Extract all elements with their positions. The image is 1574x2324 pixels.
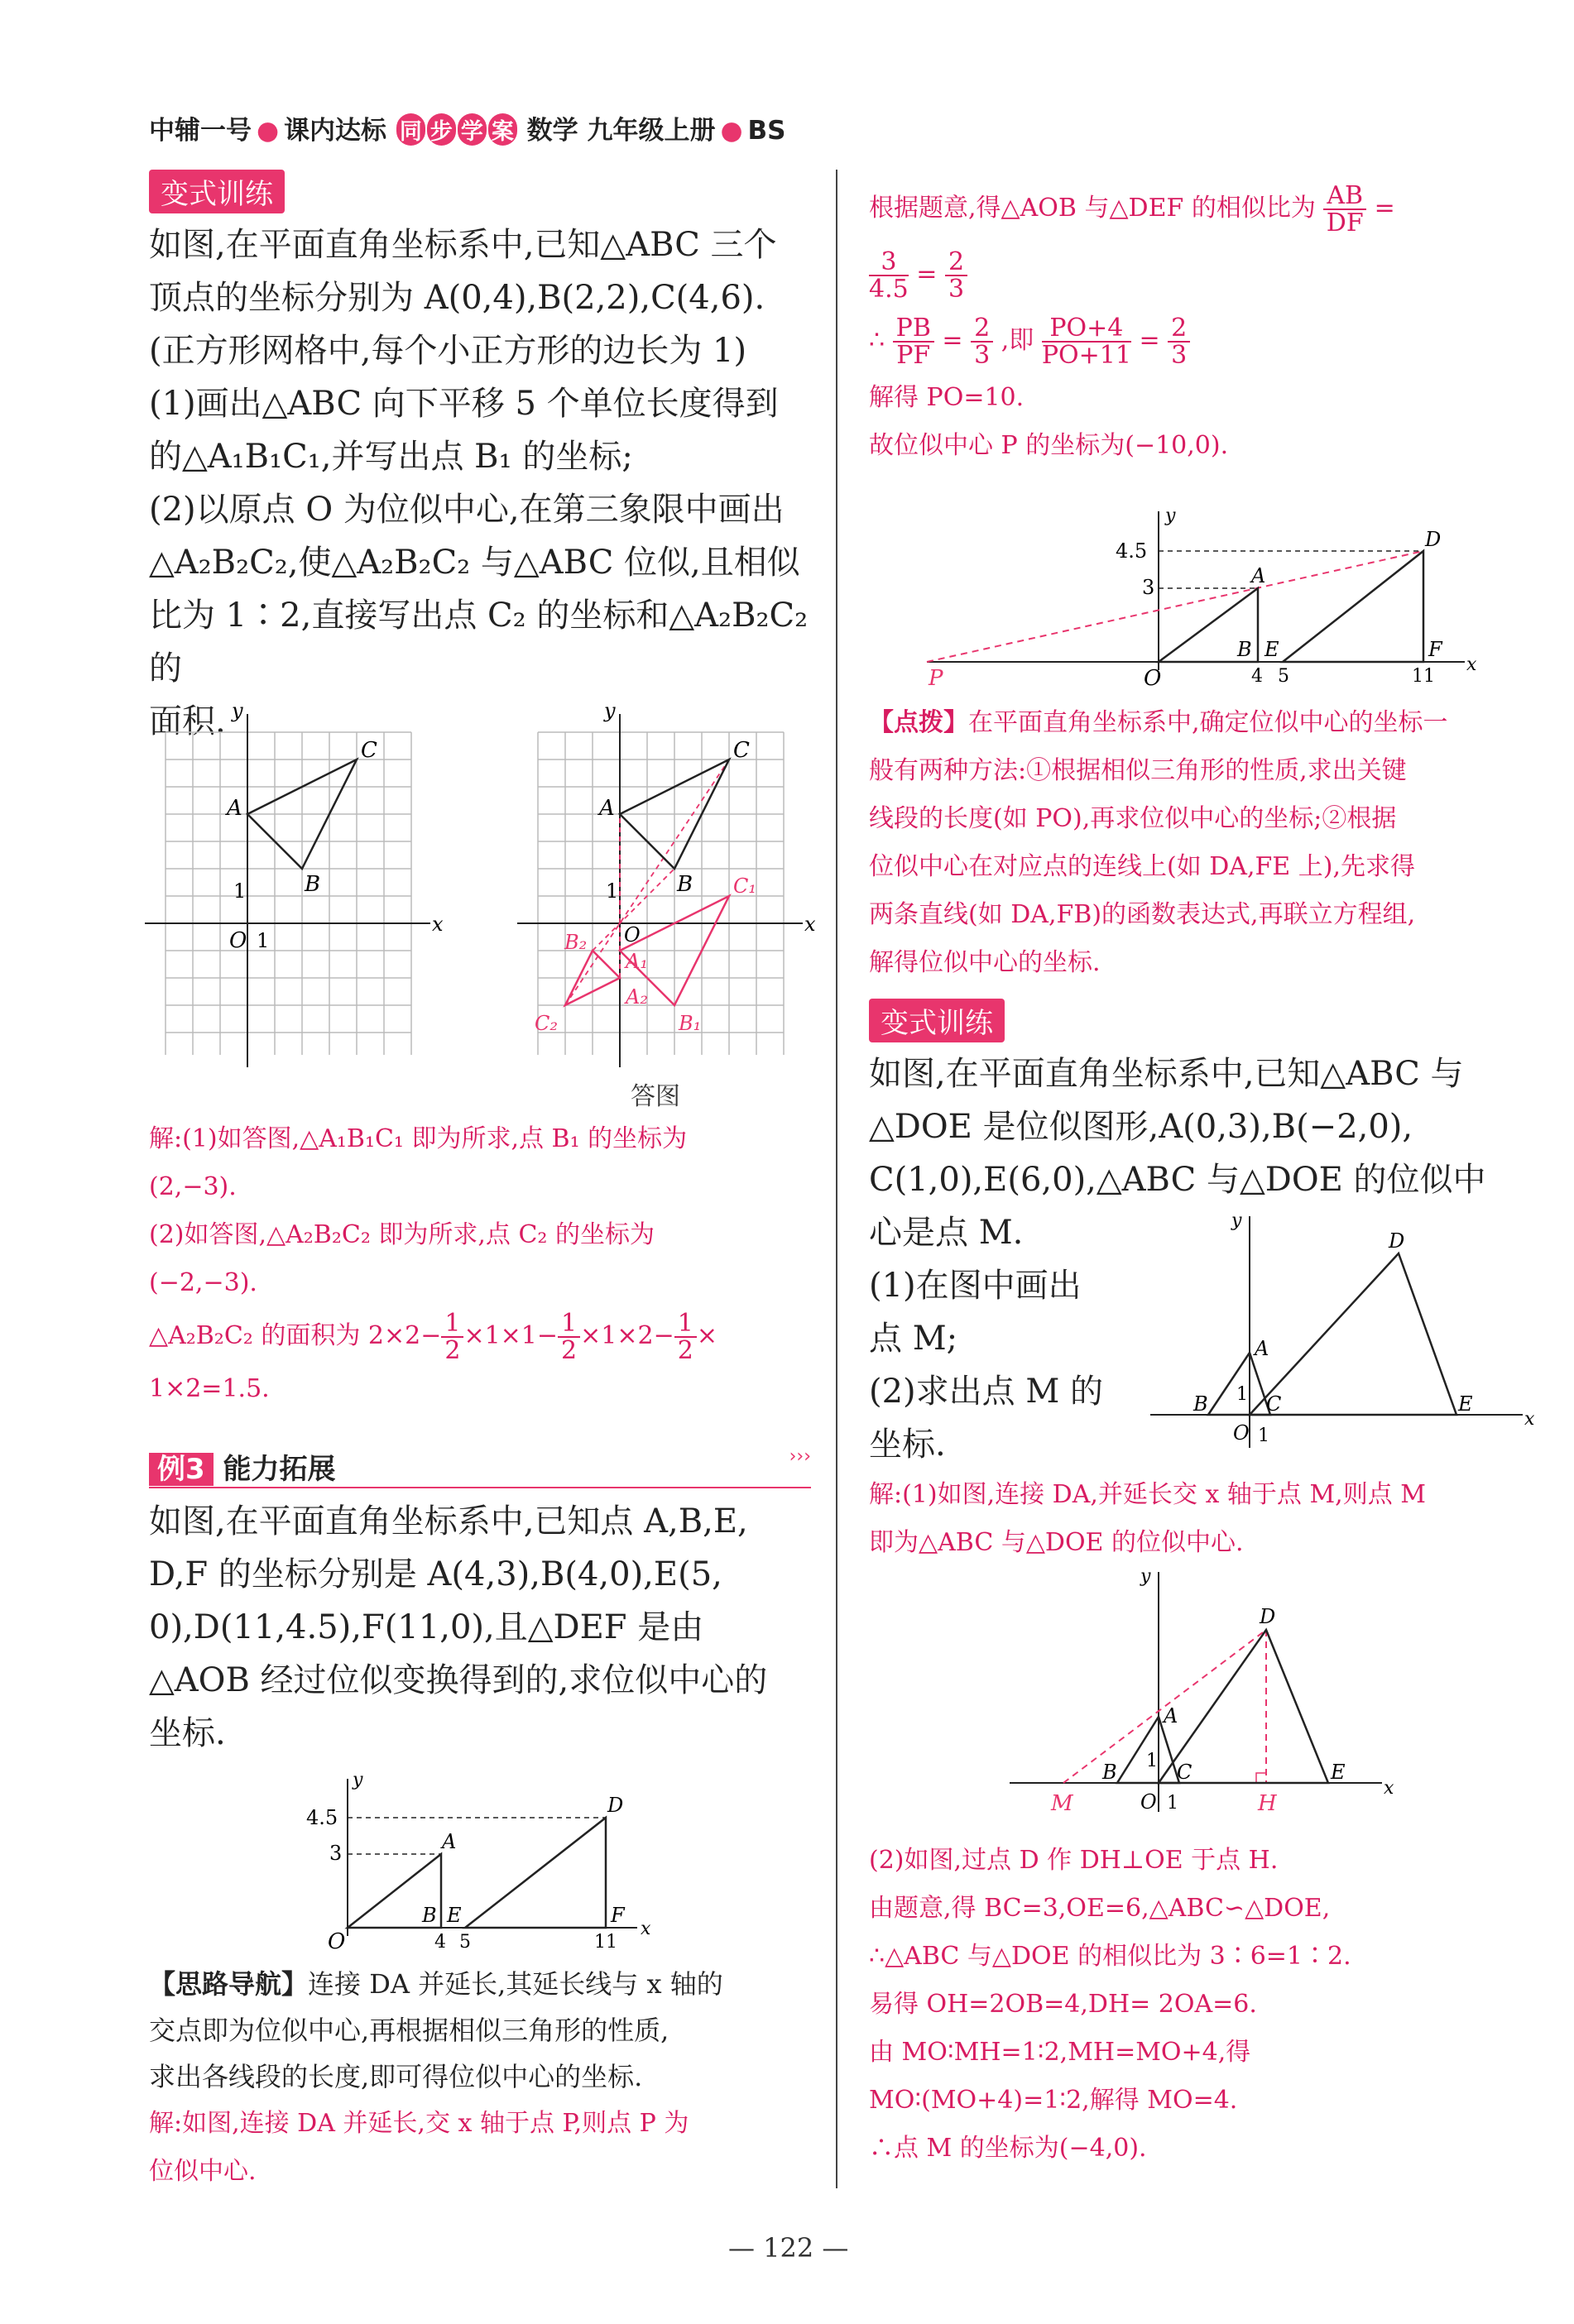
point-m-label: M	[1051, 1791, 1073, 1816]
tick-label: 4.5	[306, 1806, 338, 1829]
q1-line: 比为 1∶2,直接写出点 C₂ 的坐标和△A₂B₂C₂ 的	[149, 597, 809, 688]
denominator: 3	[948, 275, 965, 304]
badge-char: 同	[396, 113, 425, 146]
hint-line: 交点即为位似中心,再根据相似三角形的性质,	[149, 2015, 669, 2046]
example-number: 例3	[149, 1453, 214, 1486]
fraction-3-45	[869, 249, 909, 303]
q1-line: 顶点的坐标分别为 A(0,4),B(2,2),C(4,6).	[149, 279, 765, 317]
numerator: 2	[1168, 315, 1190, 343]
q4-line: 如图,在平面直角坐标系中,已知△ABC 与	[869, 1055, 1464, 1093]
running-header	[149, 109, 785, 146]
point-b-label: B	[305, 872, 321, 897]
point-a-label: A	[227, 796, 242, 821]
y-label: y	[1165, 506, 1176, 526]
area-calculation	[149, 1307, 811, 1365]
denominator: 2	[444, 1336, 461, 1365]
solution-4-figure	[1001, 1564, 1399, 1828]
tip-line	[869, 699, 1531, 747]
origin-label: O	[1233, 1421, 1250, 1445]
denominator: DF	[1326, 208, 1364, 237]
numerator: 2	[945, 249, 967, 277]
tick-label: 5	[459, 1932, 471, 1953]
sol4-line: ∴点 M 的坐标为(−4,0).	[869, 2134, 1147, 2163]
ray-p-d	[927, 551, 1423, 662]
q1-line: 的△A₁B₁C₁,并写出点 B₁ 的坐标;	[149, 438, 633, 476]
denominator: 2	[677, 1336, 693, 1365]
q4-line: C(1,0),E(6,0),△ABC 与△DOE 的位似中	[869, 1161, 1486, 1199]
numerator: PB	[893, 315, 934, 343]
point-a-label: A	[599, 796, 615, 821]
sol4-line: MO∶(MO+4)=1∶2,解得 MO=4.	[869, 2086, 1238, 2115]
area-text: ×1×2−	[580, 1321, 674, 1350]
numerator: 1	[441, 1311, 463, 1339]
x-label: x	[432, 913, 444, 936]
point-a-label: A	[1255, 1337, 1269, 1360]
x-label: x	[804, 913, 816, 936]
y-label: y	[232, 699, 243, 722]
question-3	[149, 1495, 811, 1760]
area-text: ×	[696, 1321, 717, 1350]
numerator: PO+4	[1042, 315, 1131, 343]
tick-label: 11	[594, 1932, 617, 1953]
right-angle-mark	[1256, 1773, 1266, 1783]
sol4-line: 易得 OH=2OB=4,DH= 2OA=6.	[869, 1990, 1257, 2019]
q1-line: (2)以原点 O 为位似中心,在第三象限中画出	[149, 491, 785, 529]
x-label: x	[641, 1919, 651, 1939]
point-a-label: A	[442, 1830, 457, 1853]
q4-line: 心是点 M.	[869, 1214, 1024, 1252]
point-b1-label: B₁	[679, 1012, 702, 1035]
point-c-label: C	[1266, 1392, 1282, 1416]
tick-label: 4	[434, 1932, 446, 1953]
tick-label: 4	[1251, 666, 1263, 687]
hint-line: 求出各线段的长度,即可得位似中心的坐标.	[149, 2061, 643, 2092]
ratio-line-1	[869, 175, 1531, 242]
point-a-label: A	[1251, 564, 1266, 587]
q1-line: △A₂B₂C₂,使△A₂B₂C₂ 与△ABC 位似,且相似	[149, 544, 800, 582]
denominator: 3	[974, 341, 991, 370]
denominator: 3	[1171, 341, 1188, 370]
origin-label: O	[229, 928, 247, 953]
hint-and-solution-3	[149, 1961, 811, 2196]
origin-label: O	[328, 1929, 346, 1954]
tick-label: 1	[1258, 1426, 1269, 1446]
subject-grade: 数学 九年级上册	[526, 116, 716, 146]
sol3-line: 解:如图,连接 DA 并延长,交 x 轴于点 P,则点 P 为	[149, 2109, 689, 2138]
left-column	[149, 170, 811, 748]
variant-training-tag: 变式训练	[149, 170, 285, 213]
hint-line	[149, 1961, 811, 2007]
ratio-line-2	[869, 242, 1531, 308]
series-name: 中辅一号	[149, 116, 252, 146]
tick-label: 3	[329, 1842, 343, 1865]
tick-label: 1	[1146, 1751, 1158, 1771]
tick-label: 5	[1278, 666, 1289, 687]
figure-caption: 答图	[631, 1082, 680, 1111]
tip-line: 线段的长度(如 PO),再求位似中心的坐标;②根据	[869, 804, 1397, 833]
example-3-figure	[298, 1762, 662, 1953]
fraction-2-3	[1168, 315, 1190, 369]
point-h-label: H	[1258, 1791, 1277, 1816]
point-p-label: P	[929, 666, 943, 691]
point-f-label: F	[611, 1904, 625, 1927]
point-a2-label: A₂	[626, 985, 648, 1009]
fraction-2-3	[971, 315, 993, 369]
tip-line: 位似中心在对应点的连线上(如 DA,FE 上),先求得	[869, 852, 1415, 881]
sol1-line: (2)如答图,△A₂B₂C₂ 即为所求,点 C₂ 的坐标为	[149, 1220, 655, 1249]
y-label: y	[1231, 1210, 1242, 1231]
y-label: y	[1140, 1566, 1151, 1587]
tick-label: 4.5	[1116, 539, 1148, 563]
numerator: 1	[558, 1311, 580, 1339]
q1-line: (1)画出△ABC 向下平移 5 个单位长度得到	[149, 385, 779, 423]
triangle-def	[1283, 551, 1423, 662]
q3-line: 如图,在平面直角坐标系中,已知点 A,B,E,	[149, 1502, 748, 1541]
origin-label: O	[1140, 1790, 1157, 1814]
point-d-label: D	[1389, 1229, 1405, 1253]
solution-4-part-2	[869, 1837, 1531, 2173]
y-label: y	[353, 1770, 363, 1790]
fraction-pb-pf	[893, 315, 934, 369]
sol4-line: ∴△ABC 与△DOE 的相似比为 3∶6=1∶2.	[869, 1942, 1351, 1971]
denominator: PO+11	[1041, 341, 1131, 370]
sol4-line: (2)如图,过点 D 作 DH⊥OE 于点 H.	[869, 1846, 1279, 1875]
tip-text: 在平面直角坐标系中,确定位似中心的坐标一	[968, 708, 1448, 737]
sol1-line: 解:(1)如答图,△A₁B₁C₁ 即为所求,点 B₁ 的坐标为	[149, 1124, 688, 1153]
sol4-line: 解:(1)如图,连接 DA,并延长交 x 轴于点 M,则点 M	[869, 1480, 1426, 1509]
solve-line: 解得 PO=10.	[869, 383, 1025, 412]
sol1-line: (2,−3).	[149, 1172, 237, 1201]
origin-label: O	[1144, 666, 1162, 691]
equals: =	[1139, 326, 1160, 355]
tick-label: 1	[1236, 1384, 1248, 1405]
sol3-line: 位似中心.	[149, 2157, 257, 2186]
fraction-po	[1042, 315, 1131, 369]
tip-line: 解得位似中心的坐标.	[869, 948, 1101, 977]
point-e-label: E	[1264, 638, 1279, 661]
fraction-2-3	[945, 249, 967, 303]
tick-label: 1	[257, 929, 270, 952]
point-b-label: B	[1193, 1392, 1208, 1416]
answer-grid-figure	[513, 699, 828, 1071]
point-c1-label: C₁	[733, 874, 756, 898]
question-1	[149, 218, 811, 748]
equals: =	[942, 326, 963, 355]
x-label: x	[1466, 654, 1477, 675]
q3-line: △AOB 经过位似变换得到的,求位似中心的	[149, 1661, 768, 1699]
tip-line: 般有两种方法:①根据相似三角形的性质,求出关键	[869, 756, 1407, 785]
therefore: ∴	[869, 326, 885, 355]
q4-line: 坐标.	[869, 1426, 946, 1464]
q3-line: D,F 的坐标分别是 A(4,3),B(4,0),E(5,	[149, 1555, 722, 1593]
ratio-text: 根据题意,得△AOB 与△DEF 的相似比为	[869, 194, 1316, 223]
q4-line: 点 M;	[869, 1320, 958, 1358]
area-text: ×1×1−	[463, 1321, 559, 1350]
point-b2-label: B₂	[564, 931, 588, 954]
tick-label: 11	[1412, 666, 1435, 687]
point-b-label: B	[677, 872, 693, 897]
tick-label: 1	[606, 879, 619, 903]
point-b-label: B	[422, 1904, 437, 1927]
q3-line: 0),D(11,4.5),F(11,0),且△DEF 是由	[149, 1608, 704, 1646]
sol4-line: 由 MO∶MH=1∶2,MH=MO+4,得	[869, 2038, 1251, 2067]
point-e-label: E	[1458, 1392, 1473, 1416]
grid-lines	[166, 732, 411, 1055]
point-e-label: E	[1331, 1761, 1346, 1784]
equals: =	[1374, 194, 1395, 223]
edition: BS	[747, 116, 786, 146]
point-c-label: C	[1177, 1761, 1192, 1784]
fraction-half	[674, 1308, 697, 1365]
tip-line: 两条直线(如 DA,FB)的函数表达式,再联立方程组,	[869, 900, 1416, 929]
triangle-doe	[1250, 1253, 1456, 1415]
numerator: AB	[1323, 183, 1366, 211]
q1-line: (正方形网格中,每个小正方形的边长为 1)	[149, 332, 747, 370]
equals: =	[916, 260, 938, 289]
q1-line: 面积.	[149, 702, 226, 740]
example-title: 能力拓展	[223, 1453, 336, 1486]
sep-dot: ●	[257, 116, 280, 146]
hint-label: 【思路导航】	[149, 1968, 309, 2000]
tick-label: 3	[1142, 576, 1155, 599]
q4-line: (2)求出点 M 的	[869, 1373, 1104, 1411]
tip-label: 【点拨】	[869, 708, 968, 737]
q1-line: 如图,在平面直角坐标系中,已知△ABC 三个	[149, 226, 777, 264]
point-b-label: B	[1237, 638, 1252, 661]
q4-line: △DOE 是位似图形,A(0,3),B(−2,0),	[869, 1108, 1413, 1146]
fraction-half	[558, 1308, 580, 1365]
ratio-text: ,即	[1001, 326, 1034, 355]
numerator: 3	[869, 249, 909, 277]
heading-rule	[149, 1487, 811, 1488]
sol4-line: 即为△ABC 与△DOE 的位似中心.	[869, 1528, 1244, 1557]
triangle-def	[465, 1818, 606, 1928]
sol1-line: (−2,−3).	[149, 1268, 257, 1297]
point-c2-label: C₂	[535, 1012, 558, 1035]
point-d-label: D	[607, 1794, 624, 1817]
tick-label: 1	[1167, 1793, 1178, 1814]
solution-1	[149, 1115, 811, 1413]
tick-label: 1	[233, 879, 247, 903]
arrows-decoration: ›››	[789, 1446, 811, 1467]
denominator: 2	[561, 1336, 578, 1365]
right-column-top	[869, 175, 1531, 470]
sol1-line: 1×2=1.5.	[149, 1374, 270, 1403]
numerator: 1	[674, 1311, 697, 1339]
badge-char: 步	[427, 113, 456, 146]
point-a-label: A	[1164, 1704, 1178, 1727]
fraction-ab-df	[1323, 180, 1366, 237]
answer-line: 故位似中心 P 的坐标为(−10,0).	[869, 431, 1229, 460]
point-e-label: E	[447, 1904, 462, 1927]
point-d-label: D	[1425, 528, 1442, 551]
origin-label: O	[624, 923, 641, 946]
x-label: x	[1524, 1409, 1535, 1430]
x-label: x	[1384, 1778, 1394, 1799]
q3-line: 坐标.	[149, 1714, 226, 1752]
point-b-label: B	[1102, 1761, 1117, 1784]
question-4-figure	[1142, 1208, 1535, 1456]
badge-char: 案	[488, 113, 517, 146]
y-label: y	[604, 699, 616, 722]
hint-text: 连接 DA 并延长,其延长线与 x 轴的	[308, 1968, 723, 2000]
area-text: △A₂B₂C₂ 的面积为 2×2−	[149, 1321, 442, 1350]
page-number: — 122 —	[728, 2232, 849, 2264]
denominator: 4.5	[869, 275, 909, 304]
point-c-label: C	[733, 738, 750, 763]
sol4-line: 由题意,得 BC=3,OE=6,△ABC∽△DOE,	[869, 1894, 1331, 1923]
book-line: 课内达标	[284, 116, 387, 146]
badge-char: 学	[458, 113, 487, 146]
point-f-label: F	[1428, 638, 1442, 661]
point-c-label: C	[361, 738, 377, 763]
example-3	[149, 1446, 811, 1760]
q4-line: (1)在图中画出	[869, 1267, 1082, 1305]
ratio-line-3	[869, 308, 1531, 374]
grid-figure-abc	[141, 699, 455, 1071]
numerator: 2	[971, 315, 993, 343]
example-3-heading	[149, 1446, 811, 1487]
column-divider	[836, 170, 837, 2188]
variant-training-tag: 变式训练	[869, 999, 1005, 1042]
denominator: PF	[896, 341, 931, 370]
point-a1-label: A₁	[626, 950, 648, 973]
solution-3-figure	[910, 496, 1490, 695]
sep-dot: ●	[720, 116, 743, 146]
fraction-half	[441, 1308, 463, 1365]
point-d-label: D	[1260, 1605, 1276, 1628]
